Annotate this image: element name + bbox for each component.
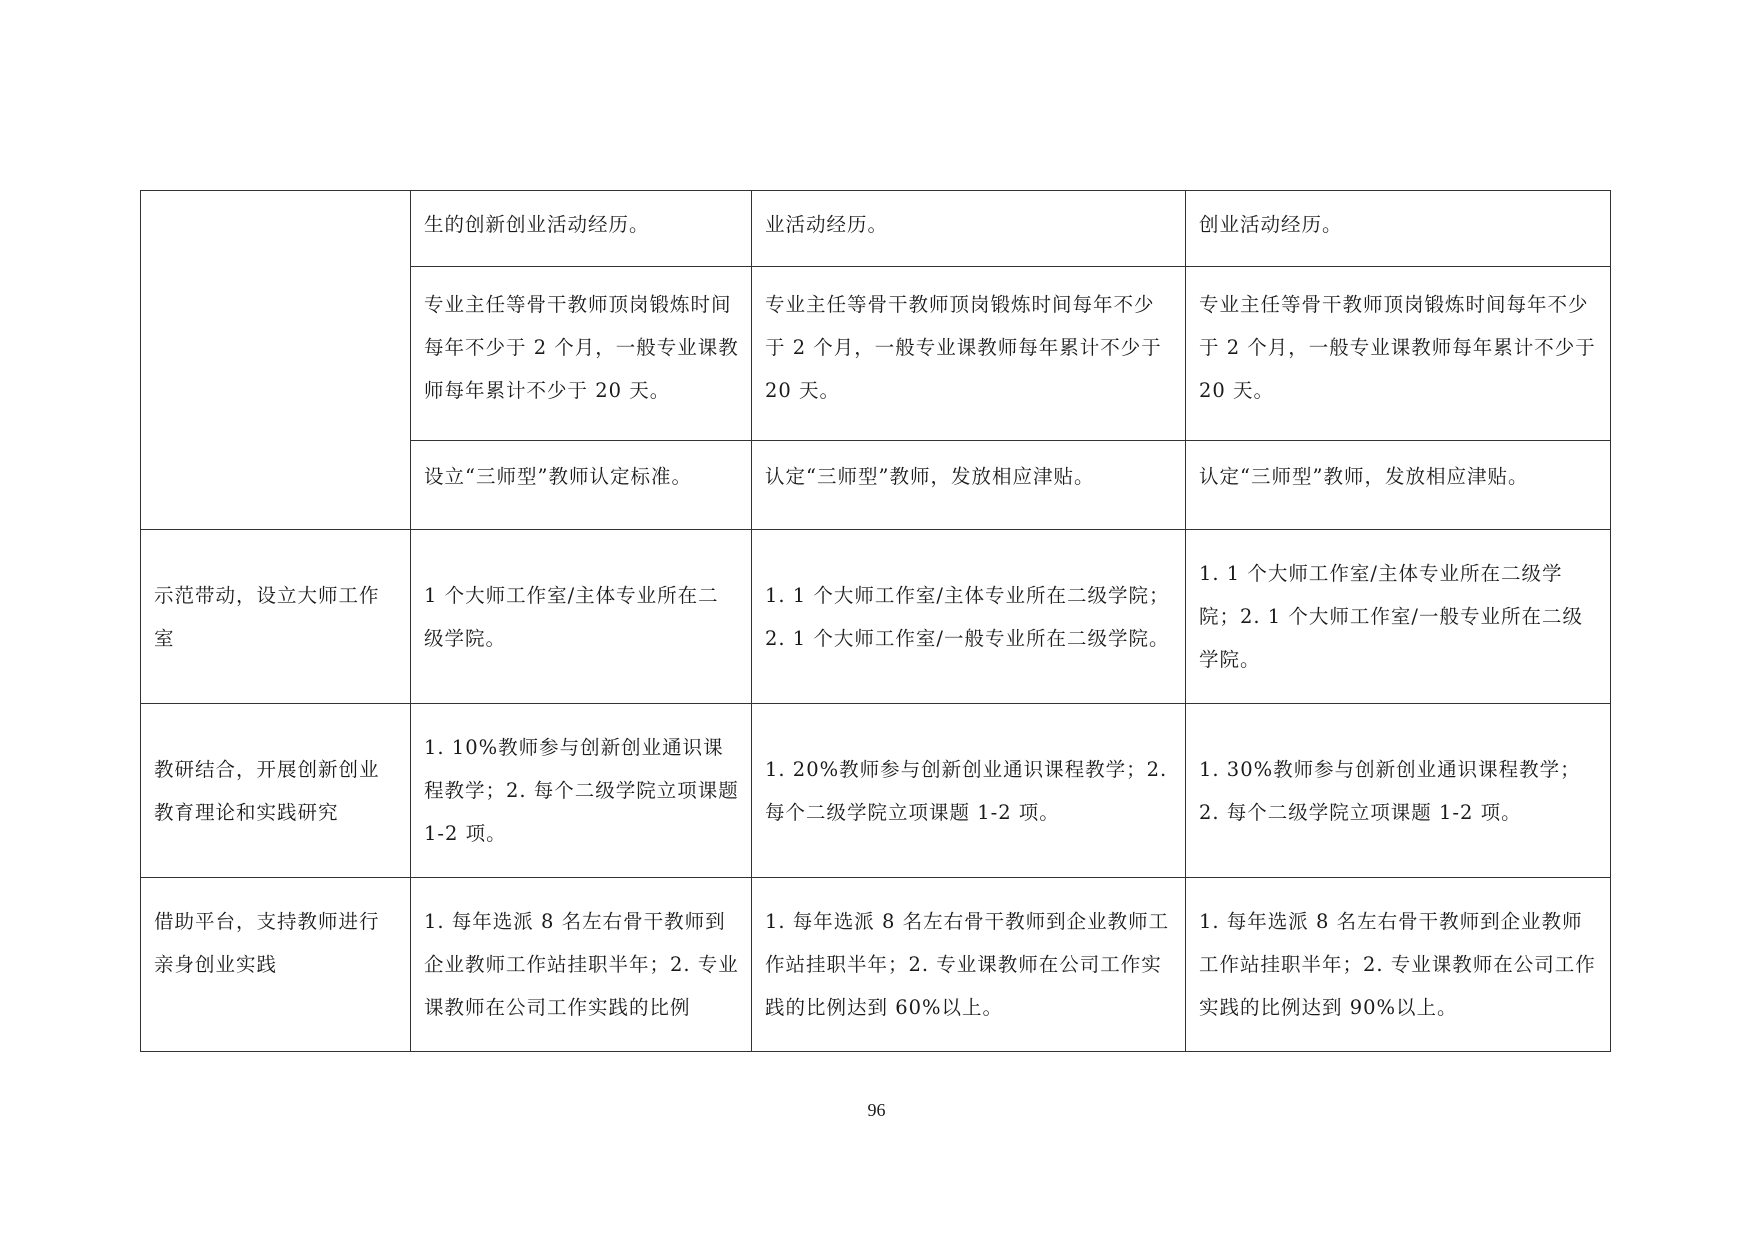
table-cell: 1. 每年选派 8 名左右骨干教师到企业教师工作站挂职半年；2. 专业课教师在公司工作实践的比例达到 60%以上。 [752, 878, 1186, 1052]
table-cell: 创业活动经历。 [1186, 191, 1611, 267]
table-cell: 认定“三师型”教师，发放相应津贴。 [752, 441, 1186, 530]
page-number: 96 [867, 1100, 886, 1120]
row-label: 教研结合，开展创新创业教育理论和实践研究 [141, 704, 411, 878]
table-cell: 专业主任等骨干教师顶岗锻炼时间每年不少于 2 个月，一般专业课教师每年累计不少于 20 天。 [411, 267, 752, 441]
table-cell: 1. 每年选派 8 名左右骨干教师到企业教师工作站挂职半年；2. 专业课教师在公司工作实践的比例达到 90%以上。 [1186, 878, 1611, 1052]
row-label [141, 191, 411, 530]
table-cell: 业活动经历。 [752, 191, 1186, 267]
table-cell: 专业主任等骨干教师顶岗锻炼时间每年不少于 2 个月，一般专业课教师每年累计不少于 20 天。 [1186, 267, 1611, 441]
table-cell: 1. 10%教师参与创新创业通识课程教学；2. 每个二级学院立项课题 1-2 项。 [411, 704, 752, 878]
row-label: 示范带动，设立大师工作室 [141, 530, 411, 704]
table-row [141, 878, 1611, 1052]
table-row [141, 191, 1611, 267]
content-table [140, 190, 1611, 1052]
table-cell: 认定“三师型”教师，发放相应津贴。 [1186, 441, 1611, 530]
table-cell: 生的创新创业活动经历。 [411, 191, 752, 267]
table-cell: 1. 1 个大师工作室/主体专业所在二级学院；2. 1 个大师工作室/一般专业所在二级学院。 [1186, 530, 1611, 704]
table-cell: 设立“三师型”教师认定标准。 [411, 441, 752, 530]
table-cell: 1. 20%教师参与创新创业通识课程教学；2. 每个二级学院立项课题 1-2 项。 [752, 704, 1186, 878]
table-cell: 1 个大师工作室/主体专业所在二级学院。 [411, 530, 752, 704]
row-label: 借助平台，支持教师进行亲身创业实践 [141, 878, 411, 1052]
table-row [141, 704, 1611, 878]
table-cell: 1. 1 个大师工作室/主体专业所在二级学院；2. 1 个大师工作室/一般专业所在二级学院。 [752, 530, 1186, 704]
table-cell: 专业主任等骨干教师顶岗锻炼时间每年不少于 2 个月，一般专业课教师每年累计不少于 20 天。 [752, 267, 1186, 441]
table-row [141, 530, 1611, 704]
table-cell: 1. 每年选派 8 名左右骨干教师到企业教师工作站挂职半年；2. 专业课教师在公司工作实践的比例 [411, 878, 752, 1052]
table-cell: 1. 30%教师参与创新创业通识课程教学；2. 每个二级学院立项课题 1-2 项。 [1186, 704, 1611, 878]
